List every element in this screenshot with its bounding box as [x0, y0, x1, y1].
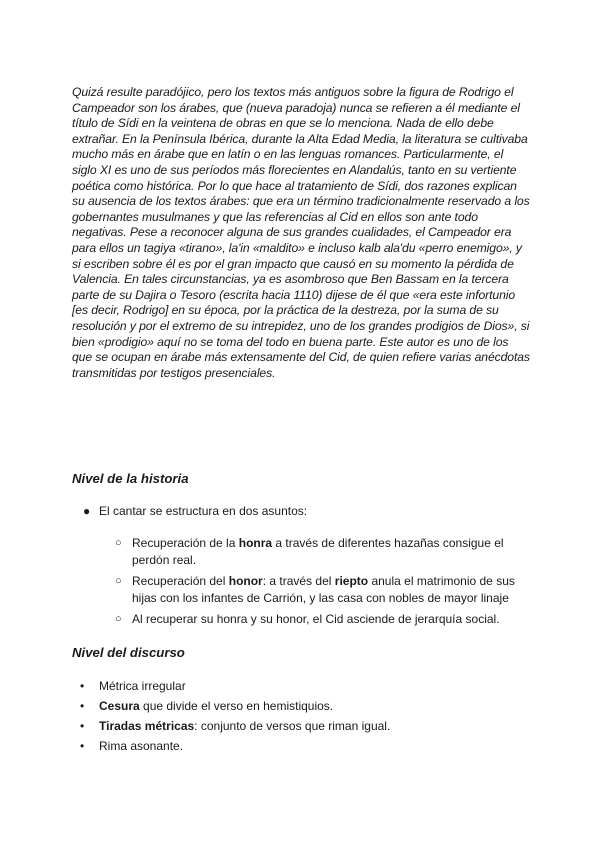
- emphasis-honor: honor: [228, 574, 263, 588]
- list-item: [115, 573, 525, 607]
- list-item-text: a través de diferentes hazañas consigue el perdón real.: [132, 536, 504, 567]
- list-item: [80, 738, 520, 754]
- list-item: [115, 535, 525, 569]
- list-item-text: Recuperación del: [132, 574, 229, 588]
- list-item: [80, 718, 520, 734]
- list-item-text: Recuperación de la: [132, 536, 239, 550]
- discurso-list: [80, 678, 520, 758]
- list-item: [115, 611, 525, 628]
- emphasis-riepto: riepto: [334, 574, 369, 588]
- list-item-text: anula el matrimonio de sus hijas con los infantes de Carrión, y las casa con nobles de mayor linaje: [132, 574, 515, 605]
- dot-bullet-icon: •: [80, 679, 85, 693]
- asuntos-sublist: [115, 535, 525, 632]
- intro-paragraph: Quizá resulte paradójico, pero los textos más antiguos sobre la figura de Rodrigo el Campeador son los árabes, que (nueva paradoja) nunca se refieren a él mediante el título de Sídi en la veintena de obras en que se lo menciona. Nada de ello debe extrañar. En la Península Ibérica, durante la Alta Edad Media, la literatura se cultivaba mucho más en árabe que en latín o en las lenguas romances. Particularmente, el siglo XI es uno de sus períodos más florecientes en Alandalús, tanto en su vertiente poética como histórica. Por lo que hace al tratamiento de Sídi, dos razones explican su ausencia de los textos árabes: que era un término tradicionalmente reservado a los gobernantes musulmanes y que las referencias al Cid en ellos son ante todo negativas. Pese a reconocer alguna de sus grandes cualidades, el Campeador era para ellos un tagiya «tirano», la'in «maldito» e incluso kalb ala'du «perro enemigo», y si escriben sobre él es por el gran impacto que causó en su momento la pérdida de Valencia. En tales circunstancias, ya es asombroso que Ben Bassam en la tercera parte de su Dajira o Tesoro (escrita hacia 1110) dijese de él que «era este infortunio [es decir, Rodrigo] en su época, por la práctica de la destreza, por la suma de su resolución y por el extremo de su intrepidez, uno de los grandes prodigios de Dios», si bien «prodigio» aquí no se toma del todo en buena parte. Este autor es uno de los que se ocupan en árabe más extensamente del Cid, de quien refiere varias anécdotas transmitidas por testigos presenciales.: [72, 85, 530, 380]
- emphasis-honra: honra: [238, 536, 273, 550]
- list-item-text: : a través del: [262, 574, 335, 588]
- list-item: [80, 698, 520, 714]
- disc-bullet-icon: ●: [83, 504, 91, 518]
- circle-bullet-icon: ○: [115, 575, 122, 587]
- list-item-text: que divide el verso en hemistiquios.: [139, 699, 334, 713]
- list-item-text: Métrica irregular: [99, 679, 186, 693]
- list-item: [83, 503, 533, 519]
- circle-bullet-icon: ○: [115, 537, 122, 549]
- list-item-text: : conjunto de versos que riman igual.: [194, 719, 391, 733]
- circle-bullet-icon: ○: [115, 613, 122, 625]
- dot-bullet-icon: •: [80, 699, 85, 713]
- historia-list: [83, 503, 533, 519]
- dot-bullet-icon: •: [80, 719, 85, 733]
- emphasis-cesura: Cesura: [99, 699, 140, 713]
- list-item-text: Rima asonante.: [99, 739, 184, 753]
- heading-nivel-historia: Nivel de la historia: [72, 471, 189, 486]
- dot-bullet-icon: •: [80, 739, 85, 753]
- list-item-text: El cantar se estructura en dos asuntos:: [99, 504, 308, 518]
- emphasis-tiradas: Tiradas métricas: [99, 719, 195, 733]
- list-item-text: Al recuperar su honra y su honor, el Cid asciende de jerarquía social.: [132, 612, 500, 626]
- list-item: [80, 678, 520, 694]
- heading-nivel-discurso: Nivel del discurso: [72, 645, 185, 660]
